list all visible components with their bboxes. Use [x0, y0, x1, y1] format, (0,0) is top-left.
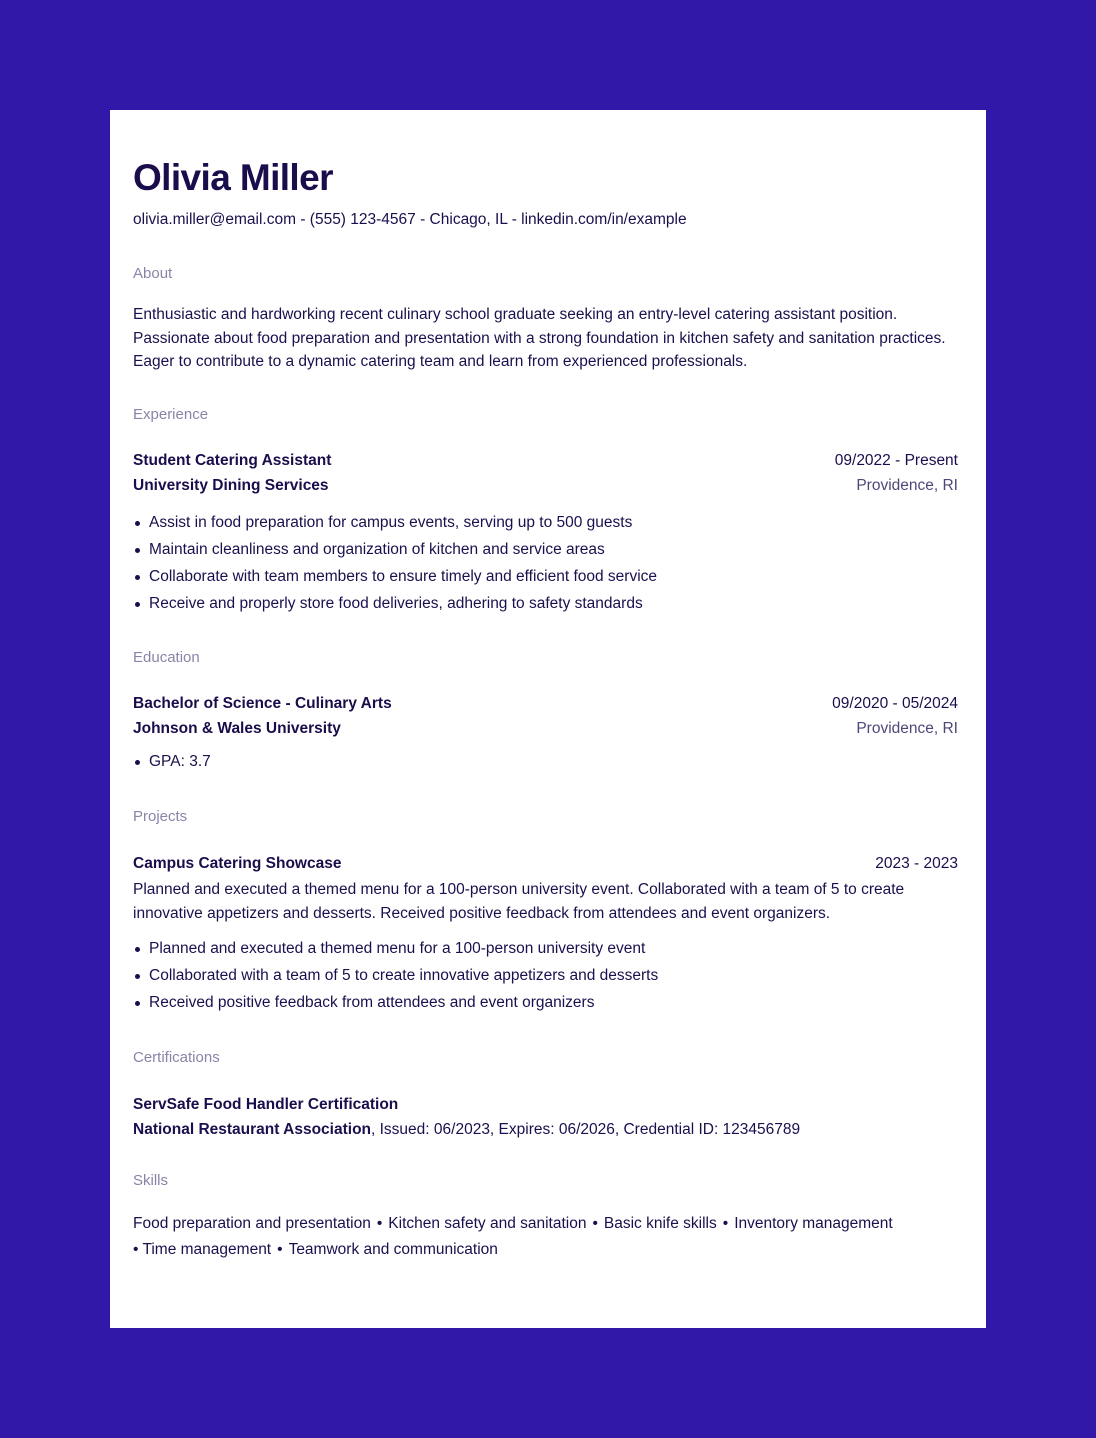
skills-heading: Skills	[133, 1171, 169, 1189]
contact-line: olivia.miller@email.com - (555) 123-4567 - Chicago, IL - linkedin.com/in/example	[133, 211, 687, 228]
skill-item: Kitchen safety and sanitation	[388, 1214, 587, 1232]
experience-entry	[133, 448, 958, 617]
projects-heading: Projects	[133, 807, 188, 825]
experience-bullets	[133, 509, 958, 617]
skill-item: Inventory management	[734, 1214, 893, 1232]
skill-item: Time management	[142, 1240, 272, 1258]
certifications-heading: Certifications	[133, 1048, 220, 1066]
about-heading: About	[133, 265, 173, 282]
candidate-name: Olivia Miller	[133, 157, 333, 198]
certification-details-line	[133, 1117, 958, 1142]
skill-item: Teamwork and communication	[288, 1240, 498, 1258]
project-name: Campus Catering Showcase	[133, 854, 342, 872]
list-item: Assist in food preparation for campus events, serving up to 500 guests	[149, 509, 958, 536]
education-bullets	[133, 748, 958, 775]
skill-separator: •	[376, 1214, 383, 1232]
skill-item: Food preparation and presentation	[133, 1214, 371, 1232]
project-entry	[133, 851, 958, 1016]
experience-location: Providence, RI	[856, 476, 958, 494]
certification-entry	[133, 1092, 958, 1142]
project-bullets	[133, 935, 958, 1016]
experience-role: Student Catering Assistant	[133, 451, 332, 469]
skill-separator: •	[592, 1214, 598, 1232]
education-dates: 09/2020 - 05/2024	[832, 694, 958, 712]
certification-details: , Issued: 06/2023, Expires: 06/2026, Credential ID: 123456789	[371, 1120, 801, 1138]
education-heading: Education	[133, 648, 200, 666]
list-item: Receive and properly store food deliveries, adhering to safety standards	[149, 590, 958, 617]
skill-item: Basic knife skills	[603, 1214, 717, 1232]
list-item: Planned and executed a themed menu for a 100-person university event	[149, 935, 958, 962]
experience-company: University Dining Services	[133, 476, 329, 494]
experience-dates: 09/2022 - Present	[834, 451, 958, 469]
list-item: Received positive feedback from attendees and event organizers	[149, 989, 958, 1016]
resume-page	[110, 110, 986, 1328]
about-text: Enthusiastic and hardworking recent culinary school graduate seeking an entry-level catering assistant position. Passionate about food preparation and presentation with a strong foundation in kitchen safety and sanitation practices. Eager to contribute to a dynamic catering team and learn from experienced professionals.	[133, 306, 946, 370]
project-dates: 2023 - 2023	[875, 854, 958, 872]
experience-heading: Experience	[133, 405, 209, 423]
list-item: Maintain cleanliness and organization of kitchen and service areas	[149, 536, 958, 563]
skill-separator: •	[277, 1240, 283, 1258]
skill-separator: •	[722, 1214, 729, 1232]
list-item: Collaborate with team members to ensure timely and efficient food service	[149, 563, 958, 590]
skills-list	[133, 1211, 958, 1263]
certification-issuer: National Restaurant Association	[133, 1120, 372, 1138]
list-item: Collaborated with a team of 5 to create innovative appetizers and desserts	[149, 962, 958, 989]
education-location: Providence, RI	[856, 719, 958, 737]
education-entry	[133, 691, 958, 775]
education-degree: Bachelor of Science - Culinary Arts	[133, 694, 392, 712]
certification-name: ServSafe Food Handler Certification	[133, 1095, 399, 1113]
list-item: GPA: 3.7	[149, 748, 958, 775]
education-school: Johnson & Wales University	[133, 719, 341, 737]
skill-separator: •	[133, 1240, 139, 1258]
project-description: Planned and executed a themed menu for a 100-person university event. Collaborated with a team of 5 to create innovative appetizers and desserts. Received positive feedback from attendees and event organizers.	[133, 880, 905, 922]
